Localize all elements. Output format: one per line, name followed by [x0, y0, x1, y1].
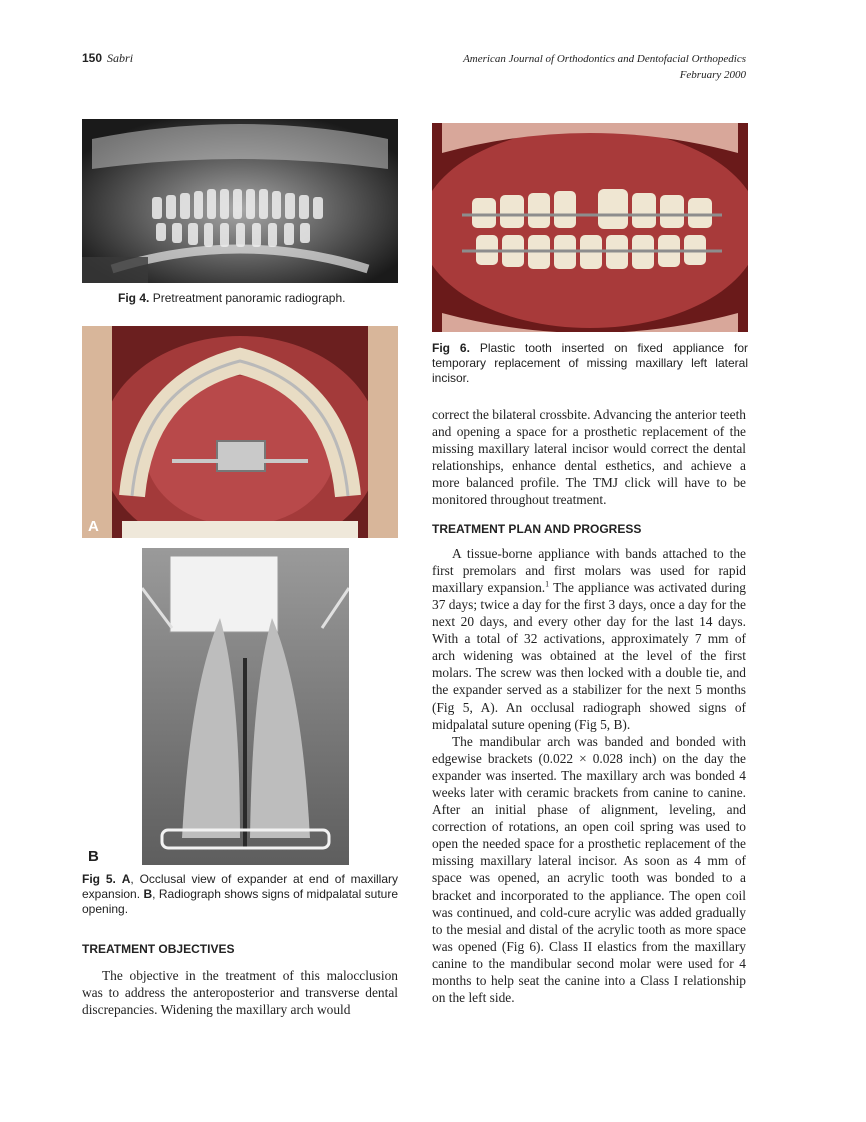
right-column	[432, 406, 746, 1006]
fig6-label: Fig 6.	[432, 341, 470, 355]
left-column	[82, 941, 398, 1018]
occlusal-radiograph-illustration	[142, 548, 349, 865]
fig5a-occlusal-photo	[82, 326, 398, 538]
reference-1: 1	[545, 579, 550, 589]
fig4-label: Fig 4.	[118, 291, 150, 305]
paragraph-expansion-text-b: The appliance was activated during 37 days; twice a day for the first 3 days, once a day for the next 20 days, and every other day for the last 14 days. With a total of 32 activations, approximately 7 mm of arch widening was obtained at the level of the first molars. The screw was then locked with a double tie, and the expander served as a stabilizer for the next 5 months (Fig 5, A). An occlusal radiograph showed signs of midpalatal suture opening (Fig 5, B).	[432, 579, 746, 732]
paragraph-expansion	[432, 545, 746, 733]
fig5-panel-b-label: B	[88, 848, 99, 865]
fig5-caption-b-letter: B	[143, 887, 153, 901]
journal-name: American Journal of Orthodontics and Dentofacial Orthopedics	[463, 53, 746, 65]
heading-treatment-objectives: TREATMENT OBJECTIVES	[82, 942, 235, 956]
paragraph-treatment-objectives: The objective in the treatment of this malocclusion was to address the anteroposterior and transverse dental discrepancies. Widening the maxillary arch would	[82, 968, 398, 1018]
author-name: Sabri	[107, 51, 134, 65]
heading-treatment-plan: TREATMENT PLAN AND PROGRESS	[432, 521, 642, 536]
fig5b-occlusal-radiograph	[142, 548, 349, 865]
running-header-right	[463, 51, 746, 83]
fig5-label: Fig 5.	[82, 872, 116, 886]
paragraph-objectives-continued: correct the bilateral crossbite. Advancing the anterior teeth and opening a space for a prosthetic replacement of the missing maxillary lateral incisor would correct the dental relationships, enhance dental esthetics, and achieve a more balanced profile. The TMJ click will have to be monitored throughout treatment.	[432, 407, 746, 508]
occlusal-photo-illustration	[82, 326, 398, 538]
fig4-caption	[118, 291, 398, 306]
fig6-caption-text: Plastic tooth inserted on fixed appliance for temporary replacement of missing maxillary left lateral incisor.	[432, 341, 748, 385]
fig5-caption-a-letter: A	[121, 872, 131, 886]
paragraph-expansion-text-a: A tissue-borne appliance with bands attached to the first premolars and first molars was used for rapid maxillary expansion.	[432, 545, 746, 595]
intraoral-photo-illustration	[432, 123, 748, 332]
fig4-panoramic-radiograph	[82, 119, 398, 283]
radiograph-illustration	[82, 119, 398, 283]
fig5-panel-a-label: A	[88, 518, 99, 535]
fig6-caption	[432, 341, 748, 386]
page-number: 150	[82, 51, 103, 65]
fig4-caption-text: Pretreatment panoramic radiograph.	[152, 291, 346, 305]
fig6-intraoral-photo	[432, 123, 748, 332]
paragraph-bonding: The mandibular arch was banded and bonded with edgewise brackets (0.022 × 0.028 inch) on the day the expander was inserted. The maxillary arch was bonded 4 weeks later with ceramic brackets from canine to canine. After an initial phase of alignment, leveling, and correction of rotations, an open coil spring was used to open the needed space for a prosthetic replacement of the missing maxillary lateral incisor. As soon as 4 mm of space was opened, an acrylic tooth was bonded to a bracket and incorporated to the appliance. The open coil was continued, and cold-cure acrylic was added gradually to the mesial and distal of the acrylic tooth as more space was opened (Fig 6). Class II elastics from the maxillary canine to the mandibular second molar were used for 4 months to help seat the canine into a Class I relationship on the left side.	[432, 733, 746, 1006]
issue-date: February 2000	[679, 69, 746, 81]
fig5-caption-b-text: , Radiograph shows signs of midpalatal suture opening.	[82, 887, 398, 916]
fig5-caption-a-text: , Occlusal view of expander at end of maxillary expansion.	[82, 872, 398, 901]
fig5-caption	[82, 872, 398, 917]
running-header-left	[82, 51, 133, 66]
